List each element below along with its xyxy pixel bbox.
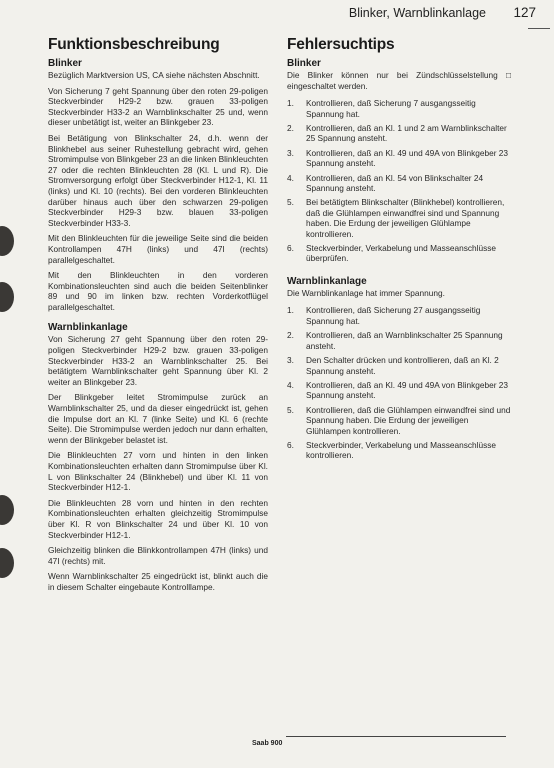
section-title-troubleshooting: Fehlersuchtips <box>287 36 395 53</box>
list-item: 6. Steckverbinder, Verkabelung und Masseanschlüsse kontrollieren. <box>287 439 497 461</box>
paragraph: Gleichzeitig blinken die Blinkkontrollampen 47H (links) und 47I (rechts) mit. <box>48 545 268 566</box>
binder-hole <box>0 495 14 525</box>
subheading-blinker: Blinker <box>287 58 321 69</box>
paragraph: Die Blinkleuchten 28 vorn und hinten in den rechten Kombinationsleuchten erhalten gleichzeitig Stromimpulse über Kl. R von Blinkschalter 24 und über Kl. 10 von Steckverbinder H12-1. <box>48 497 268 540</box>
paragraph: Der Blinkgeber leitet Stromimpulse zurück an Warnblinkschalter 25, und da dieser eingedrückt ist, gehen die Impulse dort an Kl. 7 (linke Seite) und Kl. 6 (rechte Seite). Die Stromimpulse werden jedoch nur dann erhalten, wenn der Blinkgeber belastet ist. <box>48 392 268 445</box>
intro-text: Die Warnblinkanlage hat immer Spannung. <box>287 287 445 298</box>
troubleshooting-steps-warnblink <box>287 305 511 460</box>
paragraph: Die Blinkleuchten 27 vorn und hinten in den linken Kombinationsleuchten erhalten dann Stromimpulse über Kl. L von Blinkschalter 24 (Blinkhebel) und über Kl. 11 von Steckverbinder H12-1. <box>48 450 268 493</box>
right-column <box>287 36 511 465</box>
binder-hole <box>0 282 14 312</box>
paragraph: Mit den Blinkleuchten in den vorderen Kombinationsleuchten sind auch die beiden Seitenblinker 89 und 90 im linken bzw. rechten Vorderkotflügel parallelgeschaltet. <box>48 270 268 312</box>
subheading-blinker: Blinker <box>48 58 82 69</box>
paragraph: Wenn Warnblinkschalter 25 eingedrückt ist, blinkt auch die in diesem Schalter eingebaute Kontrolllampe. <box>48 571 268 592</box>
page-number: 127 <box>513 5 536 20</box>
list-item: 4. Kontrollieren, daß an Kl. 54 von Blinkschalter 24 Spannung ansteht. <box>287 172 484 194</box>
paragraph: Von Sicherung 7 geht Spannung über den roten 29-poligen Steckverbinder H29-2 bzw. grauen 33-poligen Steckverbinder H33-2 an Warnblinkschalter 25 und, wenn dieser unbetätigt ist, weiter an Blinkgeber 23. <box>48 85 268 128</box>
paragraph: Mit den Blinkleuchten für die jeweilige Seite sind die beiden Kontrollampen 47H (links) und 47I (rechts) parallelgeschaltet. <box>48 233 268 265</box>
footer-divider <box>286 736 506 737</box>
list-item: 5. Bei betätigtem Blinkschalter (Blinkhebel) kontrollieren, daß die Glühlampen einwandfrei sind und Spannung haben. Die Erdung der jeweiligen Glühlampe kontrollieren. <box>287 197 505 239</box>
page-header-title: Blinker, Warnblinkanlage <box>348 6 486 20</box>
list-item: 1. Kontrollieren, daß Sicherung 27 ausgangsseitig Spannung hat. <box>287 305 481 326</box>
left-column <box>48 36 268 598</box>
header-divider <box>528 28 550 29</box>
list-item: 5. Kontrollieren, daß die Glühlampen einwandfrei sind und Spannung haben. Die Erdung der jeweiligen Glühlampen kontrollieren. <box>287 404 511 436</box>
page-header <box>300 4 550 24</box>
binder-hole <box>0 226 14 256</box>
paragraph: Von Sicherung 27 geht Spannung über den roten 29-poligen Steckverbinder H29-2 bzw. grauen 33-poligen Steckverbinder H33-2 an Warnblinkschalter 25. Bei betätigtem Warnblinkschalter geht Spannung über Kl. 2 weiter an Blinkgeber 23. <box>48 334 268 387</box>
subheading-warnblinkanlage: Warnblinkanlage <box>48 322 128 334</box>
list-item: 3. Kontrollieren, daß an Kl. 49 und 49A von Blinkgeber 23 Spannung ansteht. <box>287 147 509 169</box>
binder-hole <box>0 548 14 578</box>
page-footer: Saab 900 <box>252 740 283 747</box>
section-title-functional-description: Funktionsbeschreibung <box>48 36 220 53</box>
list-item: 1. Kontrollieren, daß Sicherung 7 ausgangsseitig Spannung hat. <box>287 98 476 119</box>
list-item: 4. Kontrollieren, daß an Kl. 49 und 49A von Blinkgeber 23 Spannung ansteht. <box>287 379 509 401</box>
intro-text: Die Blinker können nur bei Zündschlüsselstellung □ eingeschaltet werden. <box>287 70 511 91</box>
list-item: 3. Den Schalter drücken und kontrollieren, daß an Kl. 2 Spannung ansteht. <box>287 355 499 376</box>
paragraph: Bezüglich Marktversion US, CA siehe nächsten Abschnitt. <box>48 70 260 80</box>
subheading-warnblinkanlage: Warnblinkanlage <box>287 275 367 287</box>
list-item: 2. Kontrollieren, daß an Warnblinkschalter 25 Spannung ansteht. <box>287 330 503 351</box>
list-item: 6. Steckverbinder, Verkabelung und Masseanschlüsse überprüfen. <box>287 243 497 264</box>
paragraph: Bei Betätigung von Blinkschalter 24, d.h. wenn der Blinkhebel aus seiner Ruhestellung gebracht wird, gehen Stromimpulse von Blinkgeber 23 an die linken Blinkleuchten 27 oder die rechten Blinkleuchten 28 (Kl. L und R). Die Stromversorgung erfolgt über Steckverbinder H12-1, Kl. 11 (links) und Kl. 10 (rechts). Bei den vorderen Blinkleuchten darüber hinaus auch über den schwarzen 29-poligen Steckverbinder H29-3 bzw. blauen 33-poligen Steckverbinder H33-3. <box>48 132 268 228</box>
troubleshooting-steps-blinker <box>287 98 511 264</box>
list-item: 2. Kontrollieren, daß an Kl. 1 und 2 am Warnblinkschalter 25 Spannung ansteht. <box>287 123 507 144</box>
